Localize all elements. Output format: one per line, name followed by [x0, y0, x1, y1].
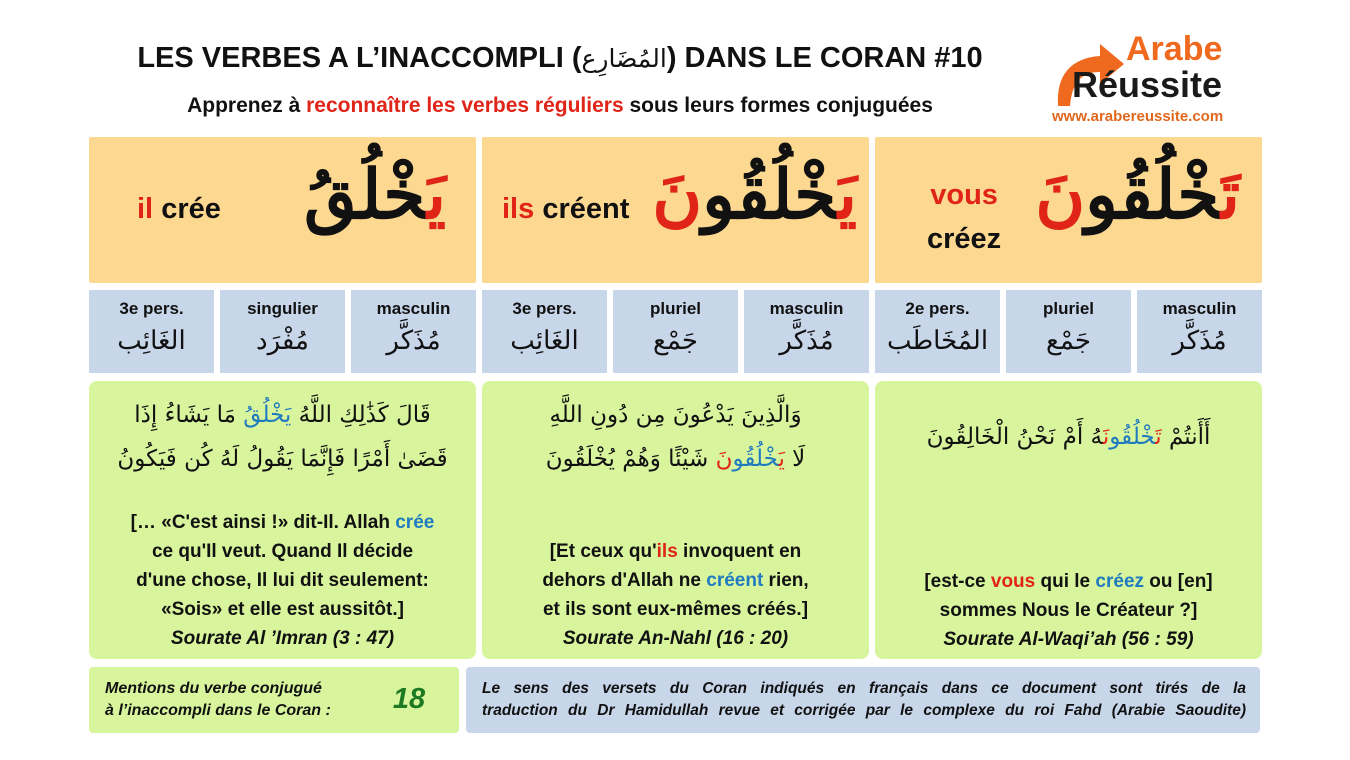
verse-ar-line2a: لَا: [784, 446, 806, 472]
prop-person-fr: 3e pers.: [512, 299, 577, 318]
page-title: [60, 42, 1060, 75]
verse-card: [482, 381, 869, 659]
logo-url[interactable]: www.arabereussite.com: [1052, 108, 1224, 125]
subtitle-start: Apprenez à: [187, 94, 307, 117]
verb-prefix: تَ: [1221, 155, 1240, 235]
verse-fr-l2: sommes Nous le Créateur ?]: [939, 600, 1198, 621]
verse-fr-pronoun: ils: [656, 541, 678, 562]
verse-fr-verb: créent: [706, 570, 764, 591]
verse-french: [488, 537, 863, 653]
verse-ar-line1a: قَالَ كَذَٰلِكِ اللَّهُ: [291, 402, 431, 428]
verb-prefix: يَ: [838, 155, 857, 235]
verb-card: [875, 137, 1262, 283]
verse-arabic: [492, 393, 859, 481]
prop-number: [613, 290, 738, 373]
prop-number-fr: pluriel: [649, 299, 701, 318]
prop-gender: [744, 290, 869, 373]
verb-suffix: نَ: [652, 155, 703, 235]
verse-french: [881, 567, 1256, 654]
prop-gender: [351, 290, 476, 373]
logo-arabe: Arabe: [1126, 30, 1223, 68]
verb-suffix: نَ: [1035, 155, 1086, 235]
mentions-label: [105, 678, 375, 722]
prop-person: [482, 290, 607, 373]
verse-ar-line2b: شَيْئًا وَهُمْ يُخْلَقُونَ: [545, 446, 716, 472]
verb-translation: [927, 173, 1001, 261]
verse-arabic: [99, 393, 466, 481]
verse-ar-line2: قَضَىٰ أَمْرًا فَإِنَّمَا يَقُولُ لَهُ كُن فَيَكُونُ: [117, 446, 448, 472]
verse-ar-line1b: هُ أَمْ نَحْنُ الْخَالِقُونَ: [926, 424, 1103, 450]
verb-pronoun: vous: [930, 179, 998, 211]
verse-reference: Sourate An-Nahl (16 : 20): [562, 628, 789, 649]
note-line1: Le sens des versets du Coran indiqués en français dans ce document sont tirés de la: [482, 680, 1246, 697]
verse-fr-l2b: rien,: [763, 570, 809, 591]
prop-gender: [1137, 290, 1262, 373]
note-line2: traduction du Dr Hamidullah revue et corrigée par le complexe du roi Fahd (Arabie Saoudite): [482, 702, 1246, 719]
verb-arabic: [652, 155, 857, 235]
verse-fr-l3: et ils sont eux-mêmes créés.]: [542, 599, 809, 620]
verse-fr-l1a: [Et ceux qu': [549, 541, 657, 562]
prop-number-fr: pluriel: [1042, 299, 1094, 318]
prop-number: [220, 290, 345, 373]
verse-ar-line1: وَالَّذِينَ يَدْعُونَ مِن دُونِ اللَّهِ: [549, 402, 802, 428]
verb-root: خْلُقُو: [1085, 155, 1222, 235]
mentions-label-line1: Mentions du verbe conjugué: [105, 680, 322, 697]
verb-arabic: [1035, 155, 1240, 235]
verse-fr-l3: d'une chose, Il lui dit seulement:: [136, 570, 429, 591]
title-end: ) DANS LE CORAN #10: [666, 42, 983, 74]
prop-person-fr: 3e pers.: [119, 299, 184, 318]
verse-ar-verb: خْلُقُو: [1109, 424, 1156, 450]
verse-fr-l1a: [est-ce: [924, 571, 991, 592]
verse-ar-line1a: أَأَنتُمْ: [1161, 424, 1211, 450]
prop-gender-ar: مُذَكَّر: [779, 326, 834, 356]
prop-gender-fr: masculin: [1162, 299, 1237, 318]
verse-fr-l1b: invoquent en: [677, 541, 802, 562]
prop-gender-fr: masculin: [376, 299, 451, 318]
verse-fr-pronoun: vous: [990, 571, 1036, 592]
logo-reussite: Réussite: [1072, 64, 1223, 105]
prop-person: [875, 290, 1000, 373]
verse-ar-verb: يَخْلُقُ: [243, 402, 292, 428]
verse-french: [95, 508, 470, 653]
verse-ar-line1b: مَا يَشَاءُ إِذَا: [134, 402, 244, 428]
title-arabic: المُضَارِع: [581, 44, 667, 73]
verb-french: créent: [542, 193, 630, 225]
verse-ar-prefix: يَ: [778, 446, 785, 472]
verse-card: [875, 381, 1262, 659]
prop-person-ar: الغَائِب: [510, 326, 579, 356]
verse-reference: Sourate Al ’Imran (3 : 47): [170, 628, 395, 649]
verse-fr-l1c: ou [en]: [1144, 571, 1213, 592]
verse-fr-verb: créez: [1095, 571, 1145, 592]
page-subtitle: [60, 94, 1060, 118]
verse-fr-l2a: dehors d'Allah ne: [542, 570, 707, 591]
translation-note-text: [482, 678, 1246, 722]
verse-fr-l2: ce qu'Il veut. Quand Il décide: [151, 541, 414, 562]
prop-number-ar: جَمْع: [653, 326, 698, 356]
verse-reference: Sourate Al-Waqi’ah (56 : 59): [943, 629, 1194, 650]
verb-card: [89, 137, 476, 283]
verb-card: [482, 137, 869, 283]
verse-fr-l4: «Sois» et elle est aussitôt.]: [161, 599, 404, 620]
title-start: LES VERBES A L’INACCOMPLI (: [137, 42, 582, 74]
mentions-label-line2: à l’inaccompli dans le Coran :: [105, 702, 331, 719]
verse-ar-suffix: نَ: [1102, 424, 1110, 450]
prop-person: [89, 290, 214, 373]
verse-card: [89, 381, 476, 659]
verb-translation: [502, 193, 629, 226]
verb-pronoun: il: [137, 193, 154, 225]
verse-fr-l1b: qui le: [1035, 571, 1096, 592]
prop-person-fr: 2e pers.: [905, 299, 970, 318]
prop-number-fr: singulier: [247, 299, 318, 318]
prop-gender-ar: مُذَكَّر: [1172, 326, 1227, 356]
verse-fr-l1a: [… «C'est ainsi !» dit-Il. Allah: [130, 512, 396, 533]
verse-arabic: [885, 415, 1252, 459]
prop-number-ar: جَمْع: [1046, 326, 1091, 356]
prop-gender-ar: مُذَكَّر: [386, 326, 441, 356]
mentions-count-box: [89, 667, 459, 733]
verb-arabic: [304, 155, 446, 235]
prop-person-ar: الغَائِب: [117, 326, 186, 356]
mentions-count: 18: [392, 683, 426, 715]
translation-note: [466, 667, 1260, 733]
verb-french: créez: [927, 223, 1002, 255]
verse-ar-suffix: نَ: [715, 446, 733, 472]
subtitle-end: sous leurs formes conjuguées: [623, 94, 933, 117]
verb-pronoun: ils: [502, 193, 535, 225]
prop-number-ar: مُفْرَد: [255, 326, 309, 356]
verb-prefix: يَ: [427, 155, 446, 235]
subtitle-highlight: reconnaître les verbes réguliers: [306, 94, 624, 117]
verb-translation: [137, 193, 221, 226]
logo: [1040, 28, 1270, 133]
verb-root: خْلُقُو: [702, 155, 839, 235]
verb-french: crée: [161, 193, 221, 225]
verse-fr-verb: crée: [395, 512, 435, 533]
verse-ar-prefix: تَ: [1155, 424, 1162, 450]
verse-ar-verb: خْلُقُو: [732, 446, 779, 472]
prop-gender-fr: masculin: [769, 299, 844, 318]
prop-person-ar: المُخَاطَب: [886, 326, 989, 356]
verb-root: خْلُقُ: [303, 155, 428, 235]
prop-number: [1006, 290, 1131, 373]
